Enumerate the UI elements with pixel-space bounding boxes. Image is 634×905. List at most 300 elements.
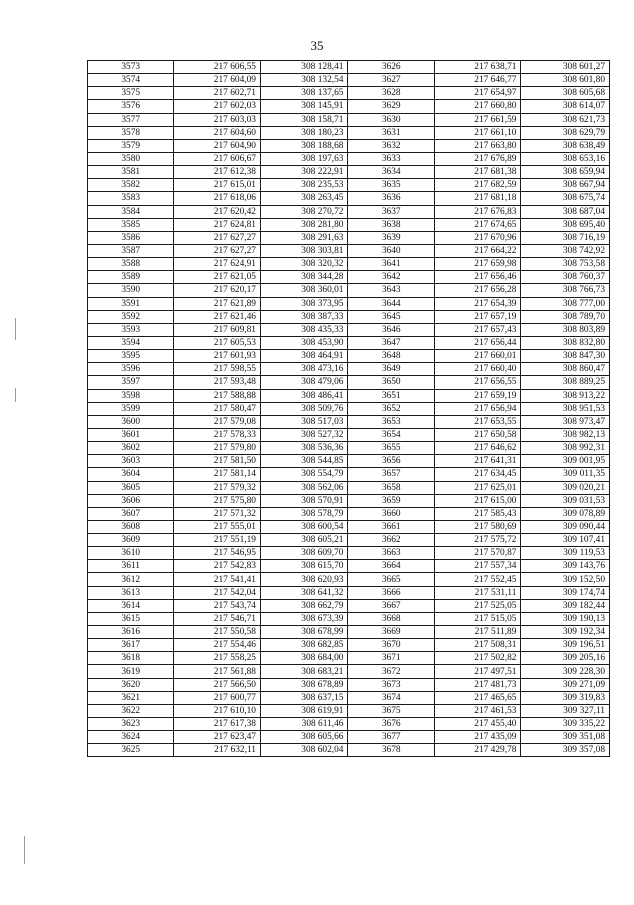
y-coordinate-right: 308 742,92 [521,244,610,257]
x-coordinate-right: 217 676,89 [434,152,520,165]
y-coordinate-left: 308 320,32 [260,258,348,271]
point-number-left: 3612 [88,573,174,586]
x-coordinate-right: 217 682,59 [434,179,520,192]
x-coordinate-right: 217 638,71 [434,61,520,74]
x-coordinate-right: 217 670,96 [434,231,520,244]
point-number-left: 3574 [88,74,174,87]
scan-artifact-line [15,388,16,402]
point-number-left: 3622 [88,704,174,717]
table-row [88,336,610,349]
y-coordinate-right: 309 152,50 [521,573,610,586]
y-coordinate-right: 309 335,22 [521,718,610,731]
y-coordinate-right: 308 777,00 [521,297,610,310]
y-coordinate-right: 309 031,53 [521,494,610,507]
y-coordinate-left: 308 554,79 [260,468,348,481]
x-coordinate-right: 217 660,01 [434,350,520,363]
point-number-right: 3648 [348,350,434,363]
table-row [88,61,610,74]
y-coordinate-left: 308 263,45 [260,192,348,205]
y-coordinate-left: 308 605,21 [260,534,348,547]
y-coordinate-right: 308 667,94 [521,179,610,192]
y-coordinate-left: 308 662,79 [260,599,348,612]
table-row [88,573,610,586]
y-coordinate-right: 308 629,79 [521,126,610,139]
x-coordinate-right: 217 656,44 [434,336,520,349]
table-row [88,205,610,218]
x-coordinate-left: 217 578,33 [174,428,260,441]
point-number-right: 3674 [348,691,434,704]
point-number-left: 3597 [88,376,174,389]
x-coordinate-left: 217 566,50 [174,678,260,691]
table-row [88,428,610,441]
x-coordinate-right: 217 676,83 [434,205,520,218]
table-row [88,363,610,376]
point-number-left: 3605 [88,481,174,494]
point-number-right: 3668 [348,612,434,625]
y-coordinate-right: 308 832,80 [521,336,610,349]
table-row [88,100,610,113]
y-coordinate-left: 308 678,99 [260,626,348,639]
table-row [88,258,610,271]
y-coordinate-left: 308 620,93 [260,573,348,586]
y-coordinate-left: 308 517,03 [260,415,348,428]
x-coordinate-left: 217 579,32 [174,481,260,494]
x-coordinate-left: 217 546,71 [174,612,260,625]
y-coordinate-left: 308 678,89 [260,678,348,691]
y-coordinate-right: 309 271,09 [521,678,610,691]
point-number-right: 3671 [348,652,434,665]
y-coordinate-right: 308 653,16 [521,152,610,165]
x-coordinate-left: 217 606,55 [174,61,260,74]
point-number-right: 3637 [348,205,434,218]
point-number-right: 3627 [348,74,434,87]
x-coordinate-right: 217 656,94 [434,402,520,415]
table-row [88,113,610,126]
y-coordinate-left: 308 562,06 [260,481,348,494]
point-number-right: 3673 [348,678,434,691]
y-coordinate-right: 309 228,30 [521,665,610,678]
point-number-left: 3596 [88,363,174,376]
table-row [88,468,610,481]
point-number-left: 3584 [88,205,174,218]
x-coordinate-left: 217 580,47 [174,402,260,415]
point-number-left: 3620 [88,678,174,691]
y-coordinate-right: 309 357,08 [521,744,610,757]
point-number-right: 3632 [348,139,434,152]
y-coordinate-right: 308 992,31 [521,442,610,455]
y-coordinate-left: 308 473,16 [260,363,348,376]
x-coordinate-right: 217 656,28 [434,284,520,297]
table-row [88,179,610,192]
y-coordinate-right: 309 327,11 [521,704,610,717]
y-coordinate-left: 308 615,70 [260,560,348,573]
x-coordinate-left: 217 623,47 [174,731,260,744]
point-number-right: 3652 [348,402,434,415]
x-coordinate-right: 217 557,34 [434,560,520,573]
y-coordinate-right: 308 860,47 [521,363,610,376]
x-coordinate-left: 217 615,01 [174,179,260,192]
x-coordinate-right: 217 654,39 [434,297,520,310]
x-coordinate-right: 217 580,69 [434,520,520,533]
x-coordinate-right: 217 429,78 [434,744,520,757]
point-number-left: 3573 [88,61,174,74]
y-coordinate-left: 308 486,41 [260,389,348,402]
point-number-left: 3601 [88,428,174,441]
point-number-right: 3664 [348,560,434,573]
y-coordinate-right: 309 011,35 [521,468,610,481]
table-row [88,678,610,691]
x-coordinate-left: 217 627,27 [174,244,260,257]
x-coordinate-right: 217 585,43 [434,507,520,520]
point-number-left: 3582 [88,179,174,192]
table-row [88,389,610,402]
y-coordinate-left: 308 683,21 [260,665,348,678]
y-coordinate-left: 308 360,01 [260,284,348,297]
x-coordinate-left: 217 601,93 [174,350,260,363]
point-number-left: 3599 [88,402,174,415]
point-number-left: 3611 [88,560,174,573]
point-number-right: 3635 [348,179,434,192]
y-coordinate-right: 308 695,40 [521,218,610,231]
table-row [88,323,610,336]
x-coordinate-right: 217 615,00 [434,494,520,507]
y-coordinate-right: 308 753,58 [521,258,610,271]
x-coordinate-right: 217 660,80 [434,100,520,113]
point-number-left: 3623 [88,718,174,731]
point-number-right: 3643 [348,284,434,297]
table-row [88,126,610,139]
table-row [88,547,610,560]
y-coordinate-right: 308 605,68 [521,87,610,100]
point-number-right: 3649 [348,363,434,376]
point-number-left: 3586 [88,231,174,244]
table-row [88,639,610,652]
x-coordinate-right: 217 674,65 [434,218,520,231]
y-coordinate-left: 308 600,54 [260,520,348,533]
x-coordinate-left: 217 618,06 [174,192,260,205]
x-coordinate-left: 217 588,88 [174,389,260,402]
y-coordinate-right: 308 847,30 [521,350,610,363]
y-coordinate-left: 308 132,54 [260,74,348,87]
point-number-left: 3577 [88,113,174,126]
point-number-left: 3578 [88,126,174,139]
y-coordinate-right: 309 190,13 [521,612,610,625]
y-coordinate-left: 308 180,23 [260,126,348,139]
x-coordinate-left: 217 600,77 [174,691,260,704]
x-coordinate-left: 217 621,89 [174,297,260,310]
y-coordinate-right: 308 789,70 [521,310,610,323]
y-coordinate-right: 309 107,41 [521,534,610,547]
x-coordinate-left: 217 602,03 [174,100,260,113]
point-number-right: 3628 [348,87,434,100]
scan-artifact-line [24,836,25,864]
x-coordinate-left: 217 550,58 [174,626,260,639]
y-coordinate-left: 308 158,71 [260,113,348,126]
x-coordinate-left: 217 604,90 [174,139,260,152]
x-coordinate-right: 217 515,05 [434,612,520,625]
point-number-right: 3638 [348,218,434,231]
table-row [88,626,610,639]
scan-artifact-line [15,318,16,340]
table-row [88,376,610,389]
point-number-left: 3580 [88,152,174,165]
x-coordinate-right: 217 531,11 [434,586,520,599]
y-coordinate-right: 308 621,73 [521,113,610,126]
point-number-left: 3614 [88,599,174,612]
x-coordinate-right: 217 625,01 [434,481,520,494]
point-number-left: 3607 [88,507,174,520]
x-coordinate-left: 217 554,46 [174,639,260,652]
y-coordinate-left: 308 605,66 [260,731,348,744]
y-coordinate-left: 308 479,06 [260,376,348,389]
x-coordinate-left: 217 551,19 [174,534,260,547]
point-number-right: 3630 [348,113,434,126]
point-number-left: 3619 [88,665,174,678]
x-coordinate-left: 217 558,25 [174,652,260,665]
point-number-left: 3616 [88,626,174,639]
table-row [88,244,610,257]
table-row [88,192,610,205]
x-coordinate-right: 217 502,82 [434,652,520,665]
x-coordinate-right: 217 525,05 [434,599,520,612]
y-coordinate-left: 308 188,68 [260,139,348,152]
y-coordinate-right: 308 760,37 [521,271,610,284]
point-number-left: 3585 [88,218,174,231]
x-coordinate-right: 217 664,22 [434,244,520,257]
table-row [88,494,610,507]
y-coordinate-right: 308 659,94 [521,166,610,179]
x-coordinate-right: 217 660,40 [434,363,520,376]
y-coordinate-right: 308 803,89 [521,323,610,336]
table-row [88,74,610,87]
point-number-left: 3617 [88,639,174,652]
x-coordinate-right: 217 681,18 [434,192,520,205]
x-coordinate-left: 217 620,42 [174,205,260,218]
x-coordinate-left: 217 598,55 [174,363,260,376]
x-coordinate-right: 217 653,55 [434,415,520,428]
x-coordinate-left: 217 603,03 [174,113,260,126]
x-coordinate-right: 217 681,38 [434,166,520,179]
point-number-left: 3593 [88,323,174,336]
y-coordinate-right: 309 205,16 [521,652,610,665]
y-coordinate-left: 308 435,33 [260,323,348,336]
point-number-left: 3602 [88,442,174,455]
table-row [88,612,610,625]
x-coordinate-left: 217 593,48 [174,376,260,389]
point-number-right: 3677 [348,731,434,744]
coordinates-table-body [88,61,610,757]
y-coordinate-right: 309 119,53 [521,547,610,560]
table-row [88,218,610,231]
y-coordinate-left: 308 544,85 [260,455,348,468]
x-coordinate-left: 217 624,81 [174,218,260,231]
y-coordinate-left: 308 222,91 [260,166,348,179]
point-number-right: 3642 [348,271,434,284]
x-coordinate-left: 217 632,11 [174,744,260,757]
y-coordinate-right: 309 020,21 [521,481,610,494]
table-row [88,704,610,717]
x-coordinate-left: 217 609,81 [174,323,260,336]
x-coordinate-left: 217 579,08 [174,415,260,428]
y-coordinate-right: 309 182,44 [521,599,610,612]
point-number-right: 3659 [348,494,434,507]
x-coordinate-left: 217 620,17 [174,284,260,297]
point-number-left: 3587 [88,244,174,257]
point-number-left: 3595 [88,350,174,363]
table-row [88,599,610,612]
table-row [88,310,610,323]
table-row [88,284,610,297]
point-number-left: 3603 [88,455,174,468]
table-row [88,271,610,284]
y-coordinate-right: 309 351,08 [521,731,610,744]
point-number-right: 3658 [348,481,434,494]
table-row [88,652,610,665]
x-coordinate-left: 217 617,38 [174,718,260,731]
y-coordinate-left: 308 682,85 [260,639,348,652]
y-coordinate-left: 308 609,70 [260,547,348,560]
y-coordinate-left: 308 602,04 [260,744,348,757]
x-coordinate-right: 217 481,73 [434,678,520,691]
point-number-right: 3650 [348,376,434,389]
y-coordinate-right: 309 090,44 [521,520,610,533]
point-number-right: 3672 [348,665,434,678]
point-number-right: 3631 [348,126,434,139]
point-number-right: 3661 [348,520,434,533]
y-coordinate-right: 308 766,73 [521,284,610,297]
point-number-left: 3608 [88,520,174,533]
x-coordinate-left: 217 541,41 [174,573,260,586]
table-row [88,481,610,494]
point-number-right: 3675 [348,704,434,717]
point-number-left: 3604 [88,468,174,481]
y-coordinate-right: 309 319,83 [521,691,610,704]
y-coordinate-right: 308 716,19 [521,231,610,244]
x-coordinate-left: 217 604,09 [174,74,260,87]
point-number-right: 3669 [348,626,434,639]
point-number-left: 3621 [88,691,174,704]
table-row [88,534,610,547]
x-coordinate-left: 217 621,46 [174,310,260,323]
point-number-right: 3653 [348,415,434,428]
point-number-right: 3634 [348,166,434,179]
x-coordinate-right: 217 497,51 [434,665,520,678]
y-coordinate-left: 308 641,32 [260,586,348,599]
table-row [88,731,610,744]
y-coordinate-left: 308 344,28 [260,271,348,284]
y-coordinate-left: 308 611,46 [260,718,348,731]
x-coordinate-left: 217 581,50 [174,455,260,468]
table-row [88,231,610,244]
point-number-left: 3625 [88,744,174,757]
y-coordinate-left: 308 291,63 [260,231,348,244]
y-coordinate-left: 308 453,90 [260,336,348,349]
table-row [88,507,610,520]
coordinates-table [87,60,610,757]
table-row [88,297,610,310]
point-number-right: 3640 [348,244,434,257]
y-coordinate-left: 308 509,76 [260,402,348,415]
point-number-left: 3606 [88,494,174,507]
y-coordinate-right: 309 174,74 [521,586,610,599]
point-number-right: 3662 [348,534,434,547]
y-coordinate-left: 308 536,36 [260,442,348,455]
x-coordinate-left: 217 571,32 [174,507,260,520]
x-coordinate-right: 217 659,98 [434,258,520,271]
point-number-right: 3651 [348,389,434,402]
point-number-right: 3670 [348,639,434,652]
point-number-right: 3636 [348,192,434,205]
table-row [88,152,610,165]
point-number-left: 3615 [88,612,174,625]
x-coordinate-left: 217 605,53 [174,336,260,349]
point-number-left: 3588 [88,258,174,271]
x-coordinate-left: 217 561,88 [174,665,260,678]
y-coordinate-right: 308 675,74 [521,192,610,205]
y-coordinate-right: 308 601,27 [521,61,610,74]
x-coordinate-left: 217 579,80 [174,442,260,455]
point-number-right: 3660 [348,507,434,520]
point-number-right: 3647 [348,336,434,349]
point-number-right: 3667 [348,599,434,612]
x-coordinate-right: 217 661,10 [434,126,520,139]
x-coordinate-right: 217 654,97 [434,87,520,100]
x-coordinate-right: 217 657,43 [434,323,520,336]
x-coordinate-right: 217 661,59 [434,113,520,126]
y-coordinate-right: 309 196,51 [521,639,610,652]
table-row [88,691,610,704]
y-coordinate-right: 308 687,04 [521,205,610,218]
x-coordinate-right: 217 552,45 [434,573,520,586]
x-coordinate-right: 217 455,40 [434,718,520,731]
x-coordinate-right: 217 663,80 [434,139,520,152]
y-coordinate-left: 308 637,15 [260,691,348,704]
y-coordinate-left: 308 270,72 [260,205,348,218]
x-coordinate-left: 217 621,05 [174,271,260,284]
x-coordinate-right: 217 570,87 [434,547,520,560]
page-number: 35 [310,38,324,53]
x-coordinate-left: 217 604,60 [174,126,260,139]
point-number-left: 3592 [88,310,174,323]
point-number-left: 3600 [88,415,174,428]
point-number-left: 3594 [88,336,174,349]
point-number-right: 3626 [348,61,434,74]
point-number-right: 3676 [348,718,434,731]
y-coordinate-right: 309 078,89 [521,507,610,520]
x-coordinate-right: 217 461,53 [434,704,520,717]
x-coordinate-right: 217 650,58 [434,428,520,441]
point-number-left: 3598 [88,389,174,402]
y-coordinate-left: 308 373,95 [260,297,348,310]
table-row [88,520,610,533]
point-number-left: 3618 [88,652,174,665]
point-number-right: 3663 [348,547,434,560]
x-coordinate-left: 217 542,83 [174,560,260,573]
point-number-left: 3609 [88,534,174,547]
point-number-left: 3590 [88,284,174,297]
point-number-left: 3579 [88,139,174,152]
table-row [88,718,610,731]
point-number-right: 3666 [348,586,434,599]
y-coordinate-left: 308 137,65 [260,87,348,100]
x-coordinate-left: 217 624,91 [174,258,260,271]
x-coordinate-left: 217 581,14 [174,468,260,481]
x-coordinate-left: 217 610,10 [174,704,260,717]
point-number-right: 3629 [348,100,434,113]
y-coordinate-left: 308 387,33 [260,310,348,323]
point-number-right: 3678 [348,744,434,757]
point-number-left: 3610 [88,547,174,560]
